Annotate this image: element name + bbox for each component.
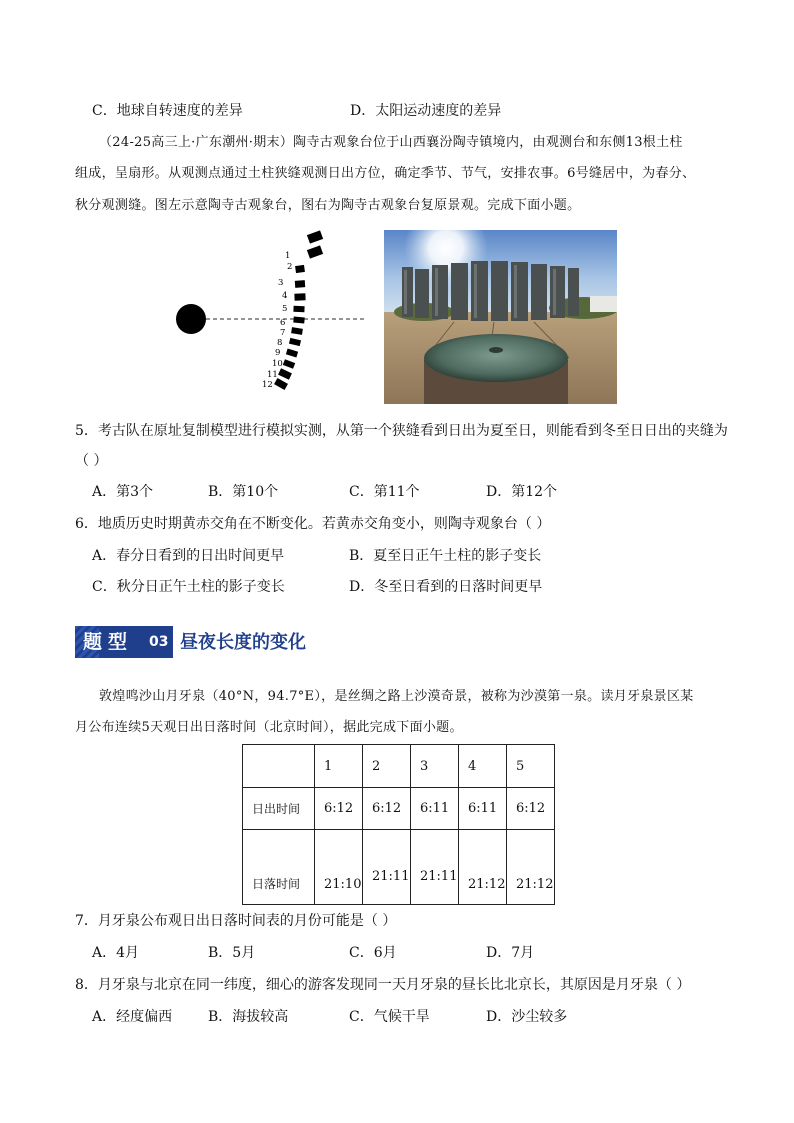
q7-stem: 7．月牙泉公布观日出日落时间表的月份可能是（ ） (75, 913, 397, 929)
table-day-cell: 1 (315, 745, 363, 788)
pillar (291, 327, 303, 335)
q8-stem: 8．月牙泉与北京在同一纬度，细心的游客发现同一天月牙泉的昼长比北京长，其原因是月牙泉（ ） (75, 977, 691, 993)
q8-option-c: C．气候干旱 (349, 1009, 430, 1025)
pillar (286, 349, 298, 358)
table-row-sunset (243, 830, 555, 905)
pillar (295, 280, 305, 288)
sunrise-cell: 6:12 (363, 788, 411, 830)
q5-stem-cont: （ ） (75, 453, 108, 469)
sunset-cell: 21:11 (411, 830, 459, 905)
q8-option-d: D．沙尘较多 (486, 1009, 568, 1025)
pillar (283, 359, 295, 369)
slit-label: 8 (277, 338, 283, 348)
table-header-row (243, 745, 555, 788)
q8-option-b: B．海拔较高 (208, 1009, 289, 1025)
sunrise-cell: 6:12 (507, 788, 555, 830)
q7-option-c: C．6月 (349, 945, 397, 961)
slit-labels (262, 251, 292, 390)
sunset-cell: 21:11 (363, 830, 411, 905)
q6-option-c: C．秋分日正午土柱的影子变长 (92, 579, 285, 595)
sunrise-label: 日出时间 (243, 788, 315, 830)
slit-label: 5 (282, 304, 288, 314)
section-badge (75, 626, 173, 658)
q6-option-b: B．夏至日正午土柱的影子变长 (349, 548, 542, 564)
passage2-line2: 月公布连续5天观日出日落时间（北京时间），据此完成下面小题。 (75, 720, 463, 735)
pillar (278, 368, 292, 379)
section-title: 昼夜长度的变化 (180, 632, 306, 653)
passage1-line2: 组成，呈扇形。从观测点通过土柱狭缝观测日出方位，确定季节、节气，安排农事。6号缝居中，为春分、 (75, 166, 696, 181)
q4-option-d: D．太阳运动速度的差异 (350, 103, 502, 119)
sun-times-table (242, 744, 555, 905)
sunrise-cell: 6:11 (459, 788, 507, 830)
q7-option-d: D．7月 (486, 945, 535, 961)
slit-label: 12 (262, 380, 273, 390)
slit-label: 3 (278, 278, 284, 288)
section-badge-label: 题型 (83, 631, 134, 653)
section-number: 03 (149, 634, 169, 650)
sunset-label: 日落时间 (243, 830, 315, 905)
pillar (289, 338, 301, 346)
q6-option-a: A．春分日看到的日出时间更早 (92, 548, 285, 564)
sunrise-cell: 6:11 (411, 788, 459, 830)
slit-label: 2 (287, 262, 293, 272)
table-day-cell: 5 (507, 745, 555, 788)
slit-label: 9 (275, 348, 281, 358)
slit-label: 1 (285, 251, 291, 261)
q8-option-a: A．经度偏西 (92, 1009, 173, 1025)
passage1-line1: （24-25高三上·广东潮州·期末）陶寺古观象台位于山西襄汾陶寺镇境内，由观测台和东侧13根土柱 (99, 135, 683, 150)
q4-option-c: C．地球自转速度的差异 (92, 103, 243, 119)
q6-option-d: D．冬至日看到的日落时间更早 (349, 579, 543, 595)
pillar (307, 245, 323, 258)
passage2-line1: 敦煌鸣沙山月牙泉（40°N，94.7°E），是丝绸之路上沙漠奇景，被称为沙漠第一泉。读月牙泉景区某 (99, 689, 694, 704)
slit-label: 11 (267, 370, 278, 380)
pillar (307, 230, 323, 243)
table-day-cell: 4 (459, 745, 507, 788)
pillar (294, 293, 305, 300)
sunrise-cell: 6:12 (315, 788, 363, 830)
table-row-sunrise (243, 788, 555, 830)
table-day-cell: 2 (363, 745, 411, 788)
pillar (295, 265, 305, 273)
table-corner-cell (243, 745, 315, 788)
q7-option-a: A．4月 (92, 945, 140, 961)
passage1-line3: 秋分观测缝。图左示意陶寺古观象台，图右为陶寺古观象台复原景观。完成下面小题。 (75, 198, 581, 213)
sunset-cell: 21:10 (315, 830, 363, 905)
q6-stem: 6．地质历史时期黄赤交角在不断变化。若黄赤交角变小，则陶寺观象台（ ） (75, 516, 551, 532)
q5-stem: 5．考古队在原址复制模型进行模拟实测，从第一个狭缝看到日出为夏至日，则能看到冬至日日出的夹缝为 (75, 423, 728, 439)
pillar (293, 306, 304, 312)
slit-label: 7 (280, 328, 286, 338)
observatory-diagram (170, 225, 370, 400)
q7-option-b: B．5月 (208, 945, 256, 961)
slit-label: 4 (282, 291, 288, 301)
slit-label: 6 (280, 318, 286, 328)
q5-option-c: C．第11个 (349, 484, 420, 500)
q5-option-d: D．第12个 (486, 484, 558, 500)
slit-label: 10 (272, 359, 283, 369)
q5-option-b: B．第10个 (208, 484, 279, 500)
sunset-cell: 21:12 (459, 830, 507, 905)
sunset-cell: 21:12 (507, 830, 555, 905)
observatory-photo (384, 230, 617, 404)
observation-point (176, 304, 206, 334)
q5-option-a: A．第3个 (92, 484, 154, 500)
table-day-cell: 3 (411, 745, 459, 788)
pillar (293, 317, 304, 324)
